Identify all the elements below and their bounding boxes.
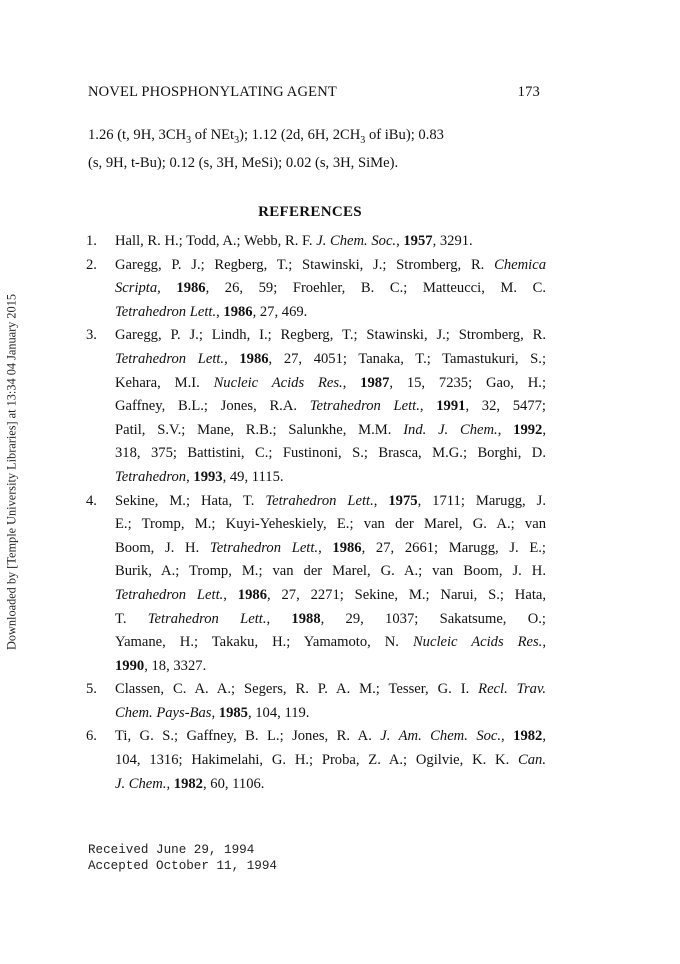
reference-line: Burik, A.; Tromp, M.; van der Marel, G. A.; van Boom, J. H. (115, 563, 546, 580)
reference-number: 4. (86, 492, 97, 509)
reference-line: Hall, R. H.; Todd, A.; Webb, R. F. J. Chem. Soc., 1957, 3291. (115, 233, 473, 249)
reference-line: Tetrahedron Lett., 1986, 27, 4051; Tanaka, T.; Tamastukuri, S.; (115, 350, 546, 367)
reference-line: Chem. Pays-Bas, 1985, 104, 119. (115, 704, 310, 721)
reference-line: Gaffney, B.L.; Jones, R.A. Tetrahedron Lett., 1991, 32, 5477; (115, 398, 546, 415)
reference-line: Patil, S.V.; Mane, R.B.; Salunkhe, M.M. Ind. J. Chem., 1992, (115, 421, 546, 438)
reference-item (86, 324, 546, 489)
reference-line: Kehara, M.I. Nucleic Acids Res., 1987, 15, 7235; Gao, H.; (115, 374, 547, 391)
reference-line: Garegg, P. J.; Regberg, T.; Stawinski, J.; Stromberg, R. Chemica (115, 256, 546, 273)
reference-item (86, 254, 546, 325)
reference-line: T. Tetrahedron Lett., 1988, 29, 1037; Sakatsume, O.; (115, 610, 546, 627)
reference-text (115, 490, 546, 679)
reference-line: Boom, J. H. Tetrahedron Lett., 1986, 27, 2661; Marugg, J. E.; (115, 539, 546, 556)
running-title: NOVEL PHOSPHONYLATING AGENT (88, 84, 337, 100)
reference-item (86, 678, 546, 725)
nmr-data-line: (s, 9H, t-Bu); 0.12 (s, 3H, MeSi); 0.02 (s, 3H, SiMe). (88, 154, 399, 171)
reference-item (86, 230, 546, 254)
nmr-data-line: 1.26 (t, 9H, $3CH_3$ of NEt$_3$); 1.12 (2d, 6H, $2CH_3$ of iBu); 0.83 (88, 127, 444, 146)
received-dates (88, 842, 277, 874)
page-number: 173 (517, 84, 540, 100)
reference-text (115, 254, 546, 325)
reference-line: Garegg, P. J.; Lindh, I.; Regberg, T.; Stawinski, J.; Stromberg, R. (115, 327, 546, 344)
reference-line: Tetrahedron, 1993, 49, 1115. (115, 468, 284, 485)
reference-line: Yamane, H.; Takaku, H.; Yamamoto, N. Nucleic Acids Res., (115, 634, 546, 651)
reference-line: 1990, 18, 3327. (115, 657, 207, 674)
download-watermark (0, 0, 20, 964)
reference-line: Tetrahedron Lett., 1986, 27, 469. (115, 303, 308, 320)
reference-text (115, 678, 546, 725)
reference-line: Classen, C. A. A.; Segers, R. P. A. M.; Tesser, G. I. Recl. Trav. (115, 681, 546, 698)
reference-line: E.; Tromp, M.; Kuyi-Yeheskiely, E.; van der Marel, G. A.; van (115, 516, 546, 533)
reference-item (86, 725, 546, 796)
reference-line: Tetrahedron Lett., 1986, 27, 2271; Sekine, M.; Narui, S.; Hata, (115, 586, 546, 603)
reference-number: 5. (86, 681, 97, 698)
reference-line: Sekine, M.; Hata, T. Tetrahedron Lett., 1975, 1711; Marugg, J. (115, 492, 546, 509)
reference-line: 104, 1316; Hakimelahi, G. H.; Proba, Z. A.; Ogilvie, K. K. Can. (115, 752, 546, 769)
references-heading: REFERENCES (258, 204, 362, 220)
reference-text (115, 230, 546, 254)
received-date: Received June 29, 1994 (88, 843, 255, 857)
reference-item (86, 490, 546, 679)
reference-number: 1. (86, 233, 97, 249)
reference-line: Scripta, 1986, 26, 59; Froehler, B. C.; Matteucci, M. C. (115, 280, 546, 297)
nmr-data-paragraph (88, 124, 544, 174)
download-watermark-text: Downloaded by [Temple University Libraries] at 13:34 04 January 2015 (4, 293, 19, 651)
reference-text (115, 725, 546, 796)
reference-line: J. Chem., 1982, 60, 1106. (115, 775, 265, 792)
references-list (86, 230, 546, 796)
reference-line: 318, 375; Battistini, C.; Fustinoni, S.; Brasca, M.G.; Borghi, D. (115, 445, 546, 462)
reference-text (115, 324, 546, 489)
reference-number: 6. (86, 728, 97, 745)
reference-number: 3. (86, 327, 97, 344)
reference-number: 2. (86, 256, 97, 273)
reference-line: Ti, G. S.; Gaffney, B. L.; Jones, R. A. J. Am. Chem. Soc., 1982, (115, 728, 546, 745)
accepted-date: Accepted October 11, 1994 (88, 859, 277, 873)
